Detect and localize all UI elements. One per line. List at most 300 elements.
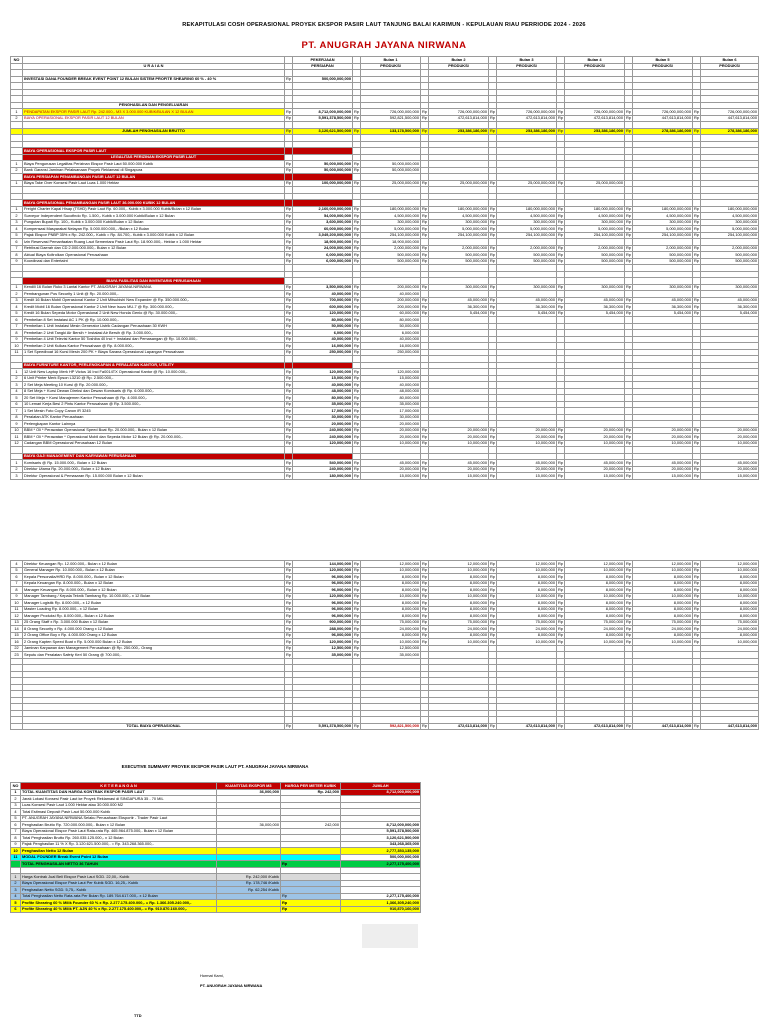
currency-label: Rp [694, 573, 699, 579]
row-month-value: 200,000,000 [361, 284, 421, 291]
row-month-value: 10,000,000 [701, 440, 759, 447]
row-description: PENDAPATAN EKSPOR PASIR LAUT Rp. 242.000,- M3 X 3.000.000 KUBIK/BULAN X 12 BULAN [23, 109, 285, 116]
currency-label: Rp [490, 225, 495, 231]
currency-label: Rp [354, 388, 359, 393]
currency-label: Rp [694, 115, 699, 120]
row-description: 8 Orang Security x Rp. 4.000.000 Orang x 12 Bulan [23, 626, 285, 633]
row-description: Koordinasi dan Entertaint [23, 258, 285, 265]
row-description: Kendili 16 Bulan Ruko 3 Lantai Kantor PT. ANUGRAH JAYANA NIRWANA [23, 284, 285, 291]
currency-label: Rp [422, 612, 427, 618]
row-description: Izin Reservasi Pemanfaatan Ruang Laut Sementara Pasir Laut Rp. 18.900.000,- Hektar x 1.000 Hektar [23, 239, 285, 246]
row-month-value: 500,000,000 [633, 258, 693, 265]
row-month-value: 45,000,000 [633, 297, 693, 304]
currency-label: Rp [286, 645, 291, 650]
row-persiapan-value: 16,000,000 [293, 343, 353, 350]
currency-label: Rp [558, 433, 563, 439]
currency-label: Rp [558, 310, 563, 315]
row-number: 9 [11, 258, 23, 265]
investment-label: INVESTASI DANA FOUNDER BREAK EVENT POINT 12 BULAN SISTEM PROFITE SHEARING 60 % - 40 % [23, 76, 285, 83]
currency-label: Rp [694, 310, 699, 315]
currency-label: Rp [422, 284, 427, 289]
summary-row-label: Total Penghasilan Netto Rata-rata Per Bulan Rp. 189.764.617.000,- x 12 Bulan [21, 893, 217, 900]
row-month-value: 75,000,000 [633, 619, 693, 626]
row-month-value: 500,000,000 [701, 258, 759, 265]
row-month-value: 5,000,000,000 [701, 226, 759, 233]
row-description: Pajak Ekspor PNBP 35% x Rp. 242.000,- Kubik = Rp. 84.700,- Kubik x 3.000.000 Kubik x 12 Bulan [23, 232, 285, 239]
summary-row-label: Penghasilan Netto SGD. 5,75,- Kubik [21, 887, 217, 894]
section-b-heading-label: BIAYA PERSIAPAN PENAMBANGAN PASIR LAUT 12 BULAN [23, 174, 285, 181]
currency-label: Rp [490, 108, 495, 114]
row-month-value: 300,000,000 [497, 219, 557, 226]
row-month-value: 180,000,000,000 [497, 206, 557, 213]
currency-label: Rp [422, 573, 427, 579]
row-month-value: 254,100,000,000 [361, 232, 421, 239]
currency-label: Rp [354, 258, 359, 263]
row-month-value: 10,000,000 [497, 567, 557, 574]
row-month-value: 10,000,000 [633, 639, 693, 646]
currency-label: Rp [286, 160, 291, 166]
row-month-value: 20,000,000 [429, 466, 489, 473]
summary-row-number: 11 [11, 854, 21, 861]
row-month-value: 10,000,000 [429, 440, 489, 447]
summary-row-jumlah: 910,870,160,000 [341, 906, 421, 913]
currency-label: Rp [354, 625, 359, 631]
currency-label: Rp [422, 619, 427, 624]
currency-label: Rp [354, 303, 359, 309]
row-month-value: 24,000,000 [565, 626, 625, 633]
row-month-value: 500,000,000 [497, 258, 557, 265]
row-number: 1 [11, 284, 23, 291]
report-title: REKAPITULASI COSH OPERASIONAL PROYEK EKSPOR PASIIR LAUT TANJUNG BALAI KARIMUN - KEPULAUAN RIAU PERRIODE 2024 - 2026 [182, 22, 586, 28]
row-month-value: 75,000,000 [497, 619, 557, 626]
currency-label: Rp [286, 238, 291, 244]
currency-label: Rp [286, 651, 291, 657]
row-description: Freight Charter Kapal Hisap (TSHD) Pasir Laut Rp. 60.000,- Kubik x 3.000.000 Kubik/Bulan x 12 Bulan [23, 206, 285, 213]
row-description: Direktur Operasional & Pemasaran Rp. 15.000.000 Bulan x 12 Bulan [23, 473, 285, 480]
currency-label: Rp [422, 606, 427, 611]
signature-ttd: TTD [134, 1013, 142, 1018]
row-persiapan-value: 54,000,000,000 [293, 213, 353, 220]
row-month-value: 8,000,000 [701, 613, 759, 620]
row-persiapan-value: 6,000,000,000 [293, 252, 353, 259]
row-number: 2 [11, 466, 23, 473]
currency-label: Rp [490, 632, 495, 637]
row-month-value: 20,000,000 [565, 466, 625, 473]
row-month-value: 8,000,000 [633, 574, 693, 581]
image-placeholder [362, 924, 418, 948]
currency-label: Rp [286, 612, 291, 618]
currency-label: Rp [626, 433, 631, 439]
currency-label: Rp [694, 433, 699, 439]
currency-label: Rp [694, 472, 699, 478]
row-month-value: 10,000,000 [497, 639, 557, 646]
currency-label: Rp [286, 258, 291, 263]
currency-label: Rp [422, 310, 427, 315]
row-description: BBM * Oli * Perawatan * Operasional Mobil dan Sepeda Motor 12 Bulan @ Rp. 20.000.000,- [23, 434, 285, 441]
currency-label: Rp [354, 586, 359, 592]
row-description: 25 Orang Staff x Rp. 3.000.000 Bulan x 12 Bulan [23, 619, 285, 626]
currency-label: Rp [354, 645, 359, 650]
row-month-value: 15,000,000 [361, 375, 421, 382]
row-month-value: 10,000,000 [497, 440, 557, 447]
summary-row-kuantitas: Rp. 178,746 /Kubik [217, 880, 281, 887]
row-month-value: 10,000,000 [429, 593, 489, 600]
row-number: 5 [11, 567, 23, 574]
currency-label: Rp [354, 323, 359, 328]
currency-label: Rp [286, 459, 291, 465]
currency-label: Rp [354, 394, 359, 400]
currency-label: Rp [558, 128, 563, 133]
row-number: 12 [11, 613, 23, 620]
row-month-value: 15,000,000 [565, 473, 625, 480]
currency-label: Rp [490, 245, 495, 250]
summary-row-jumlah: 5,591,378,500,000 [341, 828, 421, 835]
section-c-heading-label: BIAYA OPERASIONAL PENAMBANGAN PASIR LAUT 36.000.000 KUBIK 12 BULAN [23, 200, 285, 207]
row-month-value: 180,000,000,000 [429, 206, 489, 213]
currency-label: Rp [354, 225, 359, 231]
summary-row-label: Profite Shearing 40 % Milik PT. AJN 40 % x Rp. 2.277.175.400.000,- = Rp. 910.870.160.000,- [21, 906, 217, 913]
currency-label: Rp [354, 310, 359, 315]
currency-label: Rp [286, 316, 291, 322]
row-month-value: 15,000,000 [361, 473, 421, 480]
row-number: 16 [11, 639, 23, 646]
section-e-heading-label: BIAYA FURNITURE KANTOR, PERLENGKAPAN & PERALATAN KANTOR, UTILITY [23, 362, 285, 369]
row-month-value: 45,000,000 [701, 297, 759, 304]
row-month-value: 180,000,000,000 [361, 206, 421, 213]
row-month-value: 8,000,000 [633, 580, 693, 587]
row-month-value: 2,000,000,000 [361, 245, 421, 252]
currency-label: Rp [490, 232, 495, 237]
summary-col-harga: HARGA PER METER KUBIK [281, 783, 341, 790]
row-month-value: 12,500,000 [361, 645, 421, 652]
currency-label: Rp [354, 128, 359, 133]
row-month-value: 254,100,000,000 [429, 232, 489, 239]
row-month-value: 300,000,000 [565, 219, 625, 226]
row-month-value: 2,000,000,000 [565, 245, 625, 252]
summary-row-number: 1 [11, 789, 21, 796]
row-month-value: 24,000,000 [497, 626, 557, 633]
currency-label: Rp [354, 580, 359, 585]
currency-label: Rp [558, 580, 563, 585]
signature-company: PT. ANUGRAH JAYANA NIRWANA [200, 983, 263, 988]
row-number: 4 [11, 388, 23, 395]
currency-label: Rp [286, 290, 291, 296]
summary-row-number: 2 [11, 796, 21, 803]
row-description: Kompensasi Masyarakat Nelayan Rp. 5.000.000.000,- /Bulan x 12 Bulan [23, 226, 285, 233]
opex-total-label: TOTAL BIAYA OPERASIONAL [23, 723, 285, 730]
row-persiapan-value: 18,900,000,000 [293, 239, 353, 246]
currency-label: Rp [558, 567, 563, 572]
opex-total-month: 447,613,814,000 [633, 723, 693, 730]
row-month-value: 500,000,000 [565, 252, 625, 259]
currency-label: Rp [422, 180, 427, 185]
section-a-heading-label: LEGALITAS PERIZINAN EKSPOR PASIR LAUT [23, 154, 285, 161]
salary-sheet [10, 560, 758, 730]
row-month-value: 180,000,000,000 [565, 206, 625, 213]
row-month-value: 4,500,000,000 [429, 213, 489, 220]
row-month-value: 8,000,000 [429, 600, 489, 607]
row-persiapan-value: 15,000,000 [293, 375, 353, 382]
currency-label: Rp [694, 560, 699, 566]
currency-label: Rp [626, 573, 631, 579]
currency-label: Rp [354, 401, 359, 406]
row-month-value: 12,000,000 [429, 561, 489, 568]
currency-label: Rp [422, 723, 427, 728]
currency-label: Rp [626, 310, 631, 315]
row-description: 10 Lemari Kerja Besi 2 Pintu Kantor Perusahaan @ Rp. 3.500.000,- [23, 401, 285, 408]
currency-label: Rp [558, 638, 563, 644]
currency-label: Rp [422, 466, 427, 471]
summary-row-kuantitas: Rp. 62,254 /Kubik [217, 887, 281, 894]
currency-label: Rp [286, 206, 291, 211]
row-persiapan-value: 35,000,000 [293, 401, 353, 408]
row-description: Peralatan ATK Kantor Perusahaan [23, 414, 285, 421]
row-month-value: 8,000,000 [565, 600, 625, 607]
currency-label: Rp [286, 472, 291, 478]
currency-label: Rp [626, 206, 631, 211]
row-description: Kredit 16 Bulan Mobil Operasional Kantor 2 Unit Mitsubishi New Expander @ Rp. 350.000.000,- [23, 297, 285, 304]
currency-label: Rp [490, 219, 495, 224]
currency-label: Rp [354, 238, 359, 244]
currency-label: Rp [286, 375, 291, 380]
row-month-value: 24,000,000 [633, 626, 693, 633]
row-month-value: 8,000,000 [361, 600, 421, 607]
row-month-value: 447,613,814,000 [701, 115, 759, 122]
row-persiapan-value: 6,000,000 [293, 330, 353, 337]
row-number: 11 [11, 606, 23, 613]
summary-row-number: 6 [11, 822, 21, 829]
row-description: Kepala Personalia/HRD Rp. 8.000.000,- Bulan x 12 Bulan [23, 574, 285, 581]
currency-label: Rp [354, 251, 359, 257]
row-number: 13 [11, 619, 23, 626]
row-month-value: 726,000,000,000 [633, 109, 693, 116]
currency-label: Rp [286, 115, 291, 120]
summary-row-number: 4 [11, 809, 21, 816]
currency-label: Rp [286, 440, 291, 445]
row-description: 12 Unit New Laptop Merk HP Victus 16 Inci Fa0014TX Operasional Kantor @ Rp. 10.000.000,- [23, 369, 285, 376]
row-month-value: 10,000,000 [361, 440, 421, 447]
row-number: 10 [11, 600, 23, 607]
currency-label: Rp [354, 414, 359, 419]
column-produksi: PRODUKSI [701, 63, 759, 70]
summary-row-number: 3 [11, 887, 21, 894]
currency-label: Rp [354, 284, 359, 289]
row-persiapan-value: 100,000,000,000 [293, 180, 353, 187]
row-month-value: 17,000,000 [361, 408, 421, 415]
row-number: 11 [11, 349, 23, 356]
row-description: Pembelian 2 Unit Tangki Air Bersih + Instalasi Air Bersih @ Rp. 3.000.000,- [23, 330, 285, 337]
currency-label: Rp [286, 329, 291, 335]
row-month-value: 8,000,000 [361, 613, 421, 620]
row-month-value: 726,000,000,000 [361, 109, 421, 116]
gross-total-month: 278,386,186,000 [633, 128, 693, 135]
row-persiapan-value: 50,000,000,000 [293, 167, 353, 174]
column-produksi: PRODUKSI [429, 63, 489, 70]
row-number: 8 [11, 587, 23, 594]
row-month-value: 20,000,000 [429, 427, 489, 434]
row-persiapan-value: 40,000,000 [293, 291, 353, 298]
row-description: Biaya Pengurusan Legalitas Perizinan Ekspor Pasir Laut 50.000.000 Kubik [23, 161, 285, 168]
row-month-value: 10,000,000 [701, 639, 759, 646]
row-description: Pembelian 4 Unit Televisi Kantor 50 Toshiba 40 Inci + Instalasi dan Pemasangan @ Rp. 10.000.000,- [23, 336, 285, 343]
row-description: General Manager Rp. 10.000.000,- Bulan x 12 Bulan [23, 567, 285, 574]
row-number: 2 [11, 115, 23, 122]
row-number: 7 [11, 323, 23, 330]
row-number: 1 [11, 369, 23, 376]
currency-label: Rp [422, 472, 427, 478]
currency-label: Rp [422, 108, 427, 114]
currency-label: Rp [626, 619, 631, 624]
row-month-value: 10,000,000 [633, 440, 693, 447]
currency-label: Rp [354, 115, 359, 120]
currency-label: Rp [354, 108, 359, 114]
currency-label: Rp [286, 284, 291, 289]
row-month-value: 8,000,000 [361, 587, 421, 594]
summary-row-label: Pajak Penghasilan 11 % X Rp. 3.120.621.500.000,- = Rp. 343.268.365.000,- [21, 841, 217, 848]
row-month-value: 254,100,000,000 [497, 232, 557, 239]
row-number: 6 [11, 317, 23, 324]
currency-label: Rp [354, 466, 359, 471]
currency-label: Rp [626, 219, 631, 224]
row-persiapan-value: 12,500,000 [293, 645, 353, 652]
opex-total-persiapan: 5,591,378,500,000 [293, 723, 353, 730]
row-month-value: 24,000,000 [361, 626, 421, 633]
row-number: 4 [11, 226, 23, 233]
row-month-value: 500,000,000 [633, 252, 693, 259]
currency-label: Rp [286, 128, 291, 133]
row-persiapan-value: 60,000,000,000 [293, 226, 353, 233]
currency-label: Rp [286, 310, 291, 315]
row-month-value: 10,000,000 [565, 567, 625, 574]
company-title: PT. ANUGRAH JAYANA NIRWANA [301, 40, 467, 51]
row-month-value: 300,000,000 [633, 219, 693, 226]
currency-label: Rp [694, 212, 699, 218]
currency-label: Rp [354, 381, 359, 387]
currency-label: Rp [490, 251, 495, 257]
currency-label: Rp [422, 245, 427, 250]
row-month-value: 10,000,000 [497, 593, 557, 600]
row-month-value: 10,000,000 [633, 567, 693, 574]
row-month-value: 45,000,000 [497, 460, 557, 467]
row-month-value: 75,000,000 [565, 619, 625, 626]
summary-row-label: Jarak Lokasi Konsesi Pasir Laut ke Proyek Reklamasi di SINGAPURA 35 - 70 MIL [21, 796, 217, 803]
summary-row-label: Total Penghasilan Brutto Rp. 260.035.125.000,- x 12 Bulan [21, 835, 217, 842]
row-month-value: 75,000,000 [361, 619, 421, 626]
row-month-value: 254,100,000,000 [633, 232, 693, 239]
row-description: Kredit Mobil 16 Bulan Operasional Kantor 2 Unit New Isuzu MU-7 @ Rp. 300.000.000,- [23, 304, 285, 311]
row-month-value: 5,000,000,000 [497, 226, 557, 233]
row-month-value: 45,000,000 [429, 297, 489, 304]
currency-label: Rp [626, 459, 631, 465]
signature-greeting: Hormat Kami, [200, 973, 224, 978]
currency-label: Rp [558, 612, 563, 618]
row-description: Pembelian 8 Set Instalasi AC 1 PK @ Rp. 10.000.000,- [23, 317, 285, 324]
currency-label: Rp [286, 349, 291, 354]
currency-label: Rp [558, 427, 563, 432]
gross-total-month: 253,386,186,000 [429, 128, 489, 135]
currency-label: Rp [286, 619, 291, 624]
row-number: 5 [11, 395, 23, 402]
row-month-value: 8,000,000 [633, 606, 693, 613]
row-month-value: 80,000,000 [361, 317, 421, 324]
row-month-value: 4,500,000,000 [361, 213, 421, 220]
currency-label: Rp [626, 115, 631, 120]
currency-label: Rp [626, 625, 631, 631]
row-persiapan-value: 96,000,000 [293, 613, 353, 620]
currency-label: Rp [354, 560, 359, 566]
row-description: Biaya Take Over Konsesi Pasir Laut Luas 1.000 Hektar [23, 180, 285, 187]
row-month-value: 24,000,000 [429, 626, 489, 633]
row-month-value: 8,000,000 [429, 587, 489, 594]
currency-label: Rp [286, 212, 291, 218]
row-number: 7 [11, 408, 23, 415]
currency-label: Rp [694, 251, 699, 257]
currency-label: Rp [354, 573, 359, 579]
currency-label: Rp [558, 599, 563, 605]
currency-label: Rp [422, 593, 427, 598]
row-month-value: 200,000,000 [361, 304, 421, 311]
row-number: 7 [11, 245, 23, 252]
currency-label: Rp [354, 638, 359, 644]
currency-label: Rp [694, 206, 699, 211]
row-persiapan-value: 20,000,000 [293, 421, 353, 428]
row-month-value: 500,000,000 [429, 258, 489, 265]
summary-row-jumlah: 3,120,621,500,000 [341, 835, 421, 842]
row-month-value: 300,000,000 [429, 219, 489, 226]
row-persiapan-value: 600,000,000 [293, 304, 353, 311]
section-f-heading-label: BIAYA GAJI MANAGEMENT DAN KARYAWAN PERUSAHAAN [23, 453, 285, 460]
currency-label: Rp [626, 440, 631, 445]
gross-total-month: 253,386,186,000 [497, 128, 557, 135]
row-number: 4 [11, 561, 23, 568]
currency-label: Rp [694, 723, 699, 728]
row-persiapan-value: 50,000,000 [293, 323, 353, 330]
row-month-value: 20,000,000 [633, 466, 693, 473]
opex-heading-label: BIAYA OPERASIONAL EKSPOR PASIR LAUT [23, 148, 285, 155]
summary-row-label: TOTAL KUANTITAS DAN HARGA KONTRAK EKSPOR PASIR LAUT [21, 789, 217, 796]
currency-label: Rp [490, 310, 495, 315]
row-month-value: 12,000,000 [633, 561, 693, 568]
currency-label: Rp [286, 638, 291, 644]
summary-title: EXECUTIVE SUMMARY PROYEK EKSPOR PASIR LAUT PT. ANUGRAH JAYANA NIRWANA [121, 764, 309, 769]
row-persiapan-value: 50,000,000,000 [293, 161, 353, 168]
summary-row-jumlah: 2,277,175,400,000 [341, 861, 421, 868]
currency-label: Rp [490, 180, 495, 185]
currency-label: Rp [626, 297, 631, 302]
row-month-value: 20,000,000 [361, 427, 421, 434]
row-month-value: 8,000,000 [633, 613, 693, 620]
summary-row-label: Harga Kontrak Jual Beli Ekspor Pasir Laut SGD. 22,00,- Kubik [21, 874, 217, 881]
row-number: 1 [11, 460, 23, 467]
row-month-value: 10,000,000 [565, 440, 625, 447]
currency-label: Rp [694, 619, 699, 624]
row-month-value: 10,000,000 [701, 593, 759, 600]
currency-label: Rp [694, 284, 699, 289]
currency-label: Rp [354, 245, 359, 250]
currency-label: Rp [490, 599, 495, 605]
currency-label: Rp [626, 593, 631, 598]
row-description: Direktur Utama Rp. 20.000.000,- Bulan x 12 Bulan [23, 466, 285, 473]
row-month-value: 12,000,000 [361, 561, 421, 568]
summary-col-kuantitas: KUANTITAS EKSPOR M3 [217, 783, 281, 790]
row-month-value: 120,000,000 [361, 369, 421, 376]
summary-row-number: 10 [11, 848, 21, 855]
currency-label: Rp [558, 606, 563, 611]
row-month-value: 80,000,000 [361, 395, 421, 402]
currency-label: Rp [490, 128, 495, 133]
row-number: 2 [11, 375, 23, 382]
currency-label: Rp [490, 560, 495, 566]
